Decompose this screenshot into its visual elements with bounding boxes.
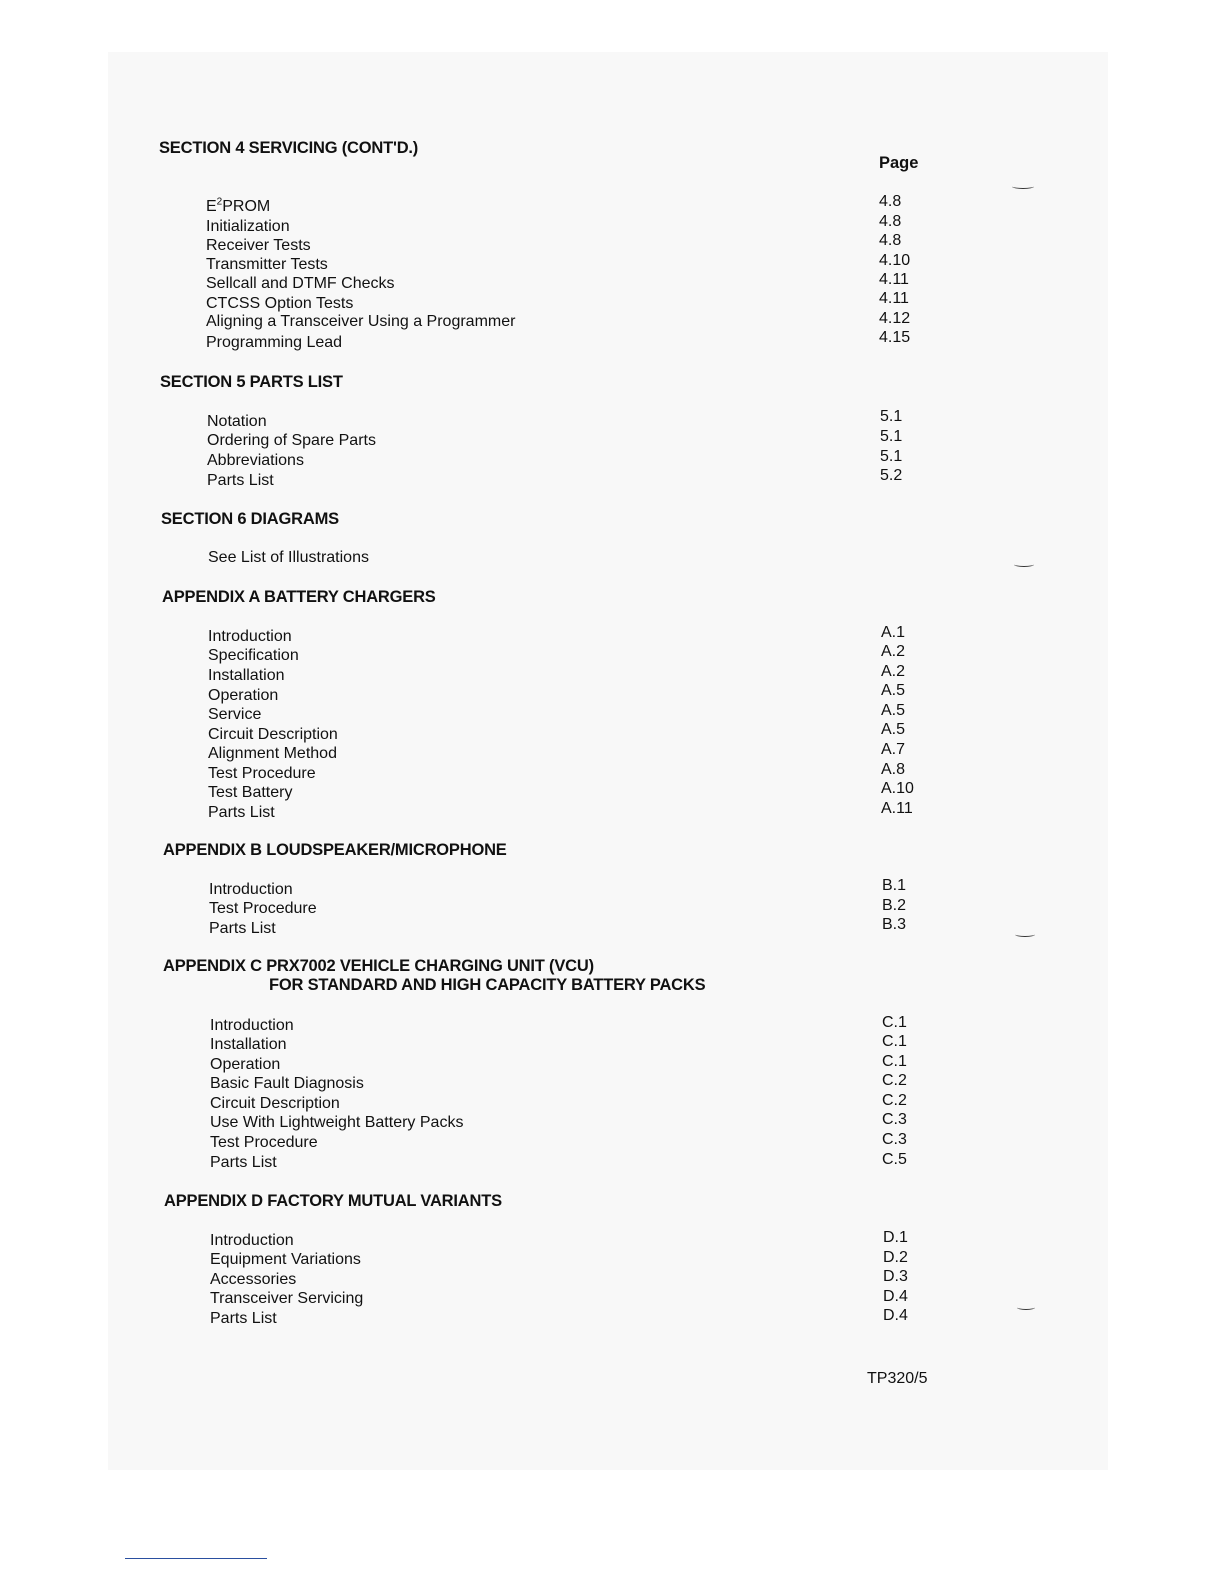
bottom-rule — [125, 1558, 267, 1559]
binder-mark — [1015, 932, 1035, 937]
toc-item-label: See List of Illustrations — [208, 549, 369, 566]
section-subheading: FOR STANDARD AND HIGH CAPACITY BATTERY PACKS — [269, 976, 706, 994]
toc-item-page: 5.1 — [880, 448, 903, 465]
toc-item-label: Sellcall and DTMF Checks — [206, 275, 395, 292]
toc-item-page: D.2 — [883, 1249, 908, 1266]
section-heading: SECTION 6 DIAGRAMS — [161, 510, 339, 528]
toc-item-label: Test Battery — [208, 784, 293, 801]
toc-item-page: C.3 — [882, 1111, 907, 1128]
toc-item-page: A.2 — [881, 643, 906, 660]
toc-item-page: A.11 — [881, 800, 913, 817]
toc-item-label: Programming Lead — [206, 334, 343, 351]
toc-item-label: Test Procedure — [210, 1134, 318, 1151]
toc-item-page: D.4 — [883, 1288, 908, 1305]
toc-item-label: Service — [208, 706, 262, 723]
toc-item-page: 5.1 — [880, 428, 903, 445]
page-column-heading: Page — [879, 154, 919, 172]
toc-item-page: A.10 — [881, 780, 914, 797]
toc-item-page: A.7 — [881, 741, 906, 758]
toc-item-label: Introduction — [208, 628, 292, 645]
toc-item-page: 4.15 — [879, 329, 911, 346]
toc-item-label: Parts List — [208, 804, 275, 821]
toc-item-page: 4.10 — [879, 252, 911, 269]
toc-item-label: Circuit Description — [210, 1095, 340, 1112]
toc-item-label: Introduction — [210, 1017, 294, 1034]
toc-item-label: Operation — [210, 1056, 281, 1073]
toc-item-page: D.3 — [883, 1268, 908, 1285]
toc-item-label: Test Procedure — [209, 900, 317, 917]
section-heading: SECTION 5 PARTS LIST — [160, 373, 343, 391]
toc-item-page: B.1 — [882, 877, 907, 894]
section-heading: APPENDIX B LOUDSPEAKER/MICROPHONE — [163, 841, 507, 859]
toc-item-label: Notation — [207, 413, 267, 430]
section-heading: APPENDIX C PRX7002 VEHICLE CHARGING UNIT (VCU) — [163, 957, 594, 975]
toc-item-label: Transceiver Servicing — [210, 1290, 364, 1307]
toc-item-label: $E^2PROM$ — [206, 196, 271, 215]
toc-item-label: Ordering of Spare Parts — [207, 432, 376, 449]
toc-item-label: Test Procedure — [208, 765, 316, 782]
toc-item-page: A.2 — [881, 663, 906, 680]
toc-item-page: 4.11 — [879, 271, 909, 288]
toc-item-page: A.5 — [881, 721, 906, 738]
toc-item-page: 4.8 — [879, 193, 902, 210]
toc-item-page: 5.1 — [880, 408, 903, 425]
section-heading: APPENDIX D FACTORY MUTUAL VARIANTS — [164, 1192, 502, 1210]
toc-item-label: Circuit Description — [208, 726, 338, 743]
toc-item-label: Alignment Method — [208, 745, 337, 762]
toc-item-label: Parts List — [210, 1310, 277, 1327]
toc-item-label: Accessories — [210, 1271, 297, 1288]
toc-item-label: Specification — [208, 647, 299, 664]
toc-item-label: Use With Lightweight Battery Packs — [210, 1114, 464, 1131]
toc-item-page: B.3 — [882, 916, 907, 933]
toc-item-label: Transmitter Tests — [206, 256, 328, 273]
toc-item-page: C.5 — [882, 1151, 907, 1168]
toc-item-page: 4.12 — [879, 310, 911, 327]
section-title: SECTION 4 SERVICING (CONT'D.) — [159, 139, 419, 157]
toc-item-page: 5.2 — [880, 467, 903, 484]
toc-item-page: D.4 — [883, 1307, 908, 1324]
binder-mark — [1017, 1305, 1035, 1310]
toc-item-page: B.2 — [882, 897, 907, 914]
toc-item-page: A.8 — [881, 761, 906, 778]
document-code: TP320/5 — [867, 1370, 928, 1387]
section-heading: APPENDIX A BATTERY CHARGERS — [162, 588, 436, 606]
toc-item-page: A.5 — [881, 702, 906, 719]
toc-item-page: C.2 — [882, 1072, 907, 1089]
toc-item-label: Parts List — [210, 1154, 277, 1171]
toc-item-label: Abbreviations — [207, 452, 304, 469]
toc-item-page: C.1 — [882, 1053, 907, 1070]
toc-item-label: Installation — [210, 1036, 287, 1053]
toc-item-label: Introduction — [209, 881, 293, 898]
toc-item-label: Introduction — [210, 1232, 294, 1249]
toc-item-label: Parts List — [207, 472, 274, 489]
toc-item-page: C.2 — [882, 1092, 907, 1109]
toc-item-page: C.3 — [882, 1131, 907, 1148]
toc-item-label: Equipment Variations — [210, 1251, 361, 1268]
toc-item-label: CTCSS Option Tests — [206, 295, 354, 312]
toc-item-page: D.1 — [883, 1229, 908, 1246]
toc-item-label: Initialization — [206, 218, 290, 235]
toc-item-page: C.1 — [882, 1033, 907, 1050]
toc-item-label: Parts List — [209, 920, 276, 937]
toc-item-page: 4.8 — [879, 213, 902, 230]
toc-item-label: Basic Fault Diagnosis — [210, 1075, 364, 1092]
toc-item-label: Aligning a Transceiver Using a Programmer — [206, 313, 516, 330]
toc-item-page: 4.11 — [879, 290, 909, 307]
binder-mark — [1012, 184, 1034, 189]
toc-item-label: Operation — [208, 687, 279, 704]
toc-item-label: Receiver Tests — [206, 237, 311, 254]
toc-item-page: A.5 — [881, 682, 906, 699]
toc-item-page: C.1 — [882, 1014, 907, 1031]
toc-item-page: 4.8 — [879, 232, 902, 249]
toc-item-label: Installation — [208, 667, 285, 684]
binder-mark — [1014, 562, 1034, 567]
toc-item-page: A.1 — [881, 624, 906, 641]
